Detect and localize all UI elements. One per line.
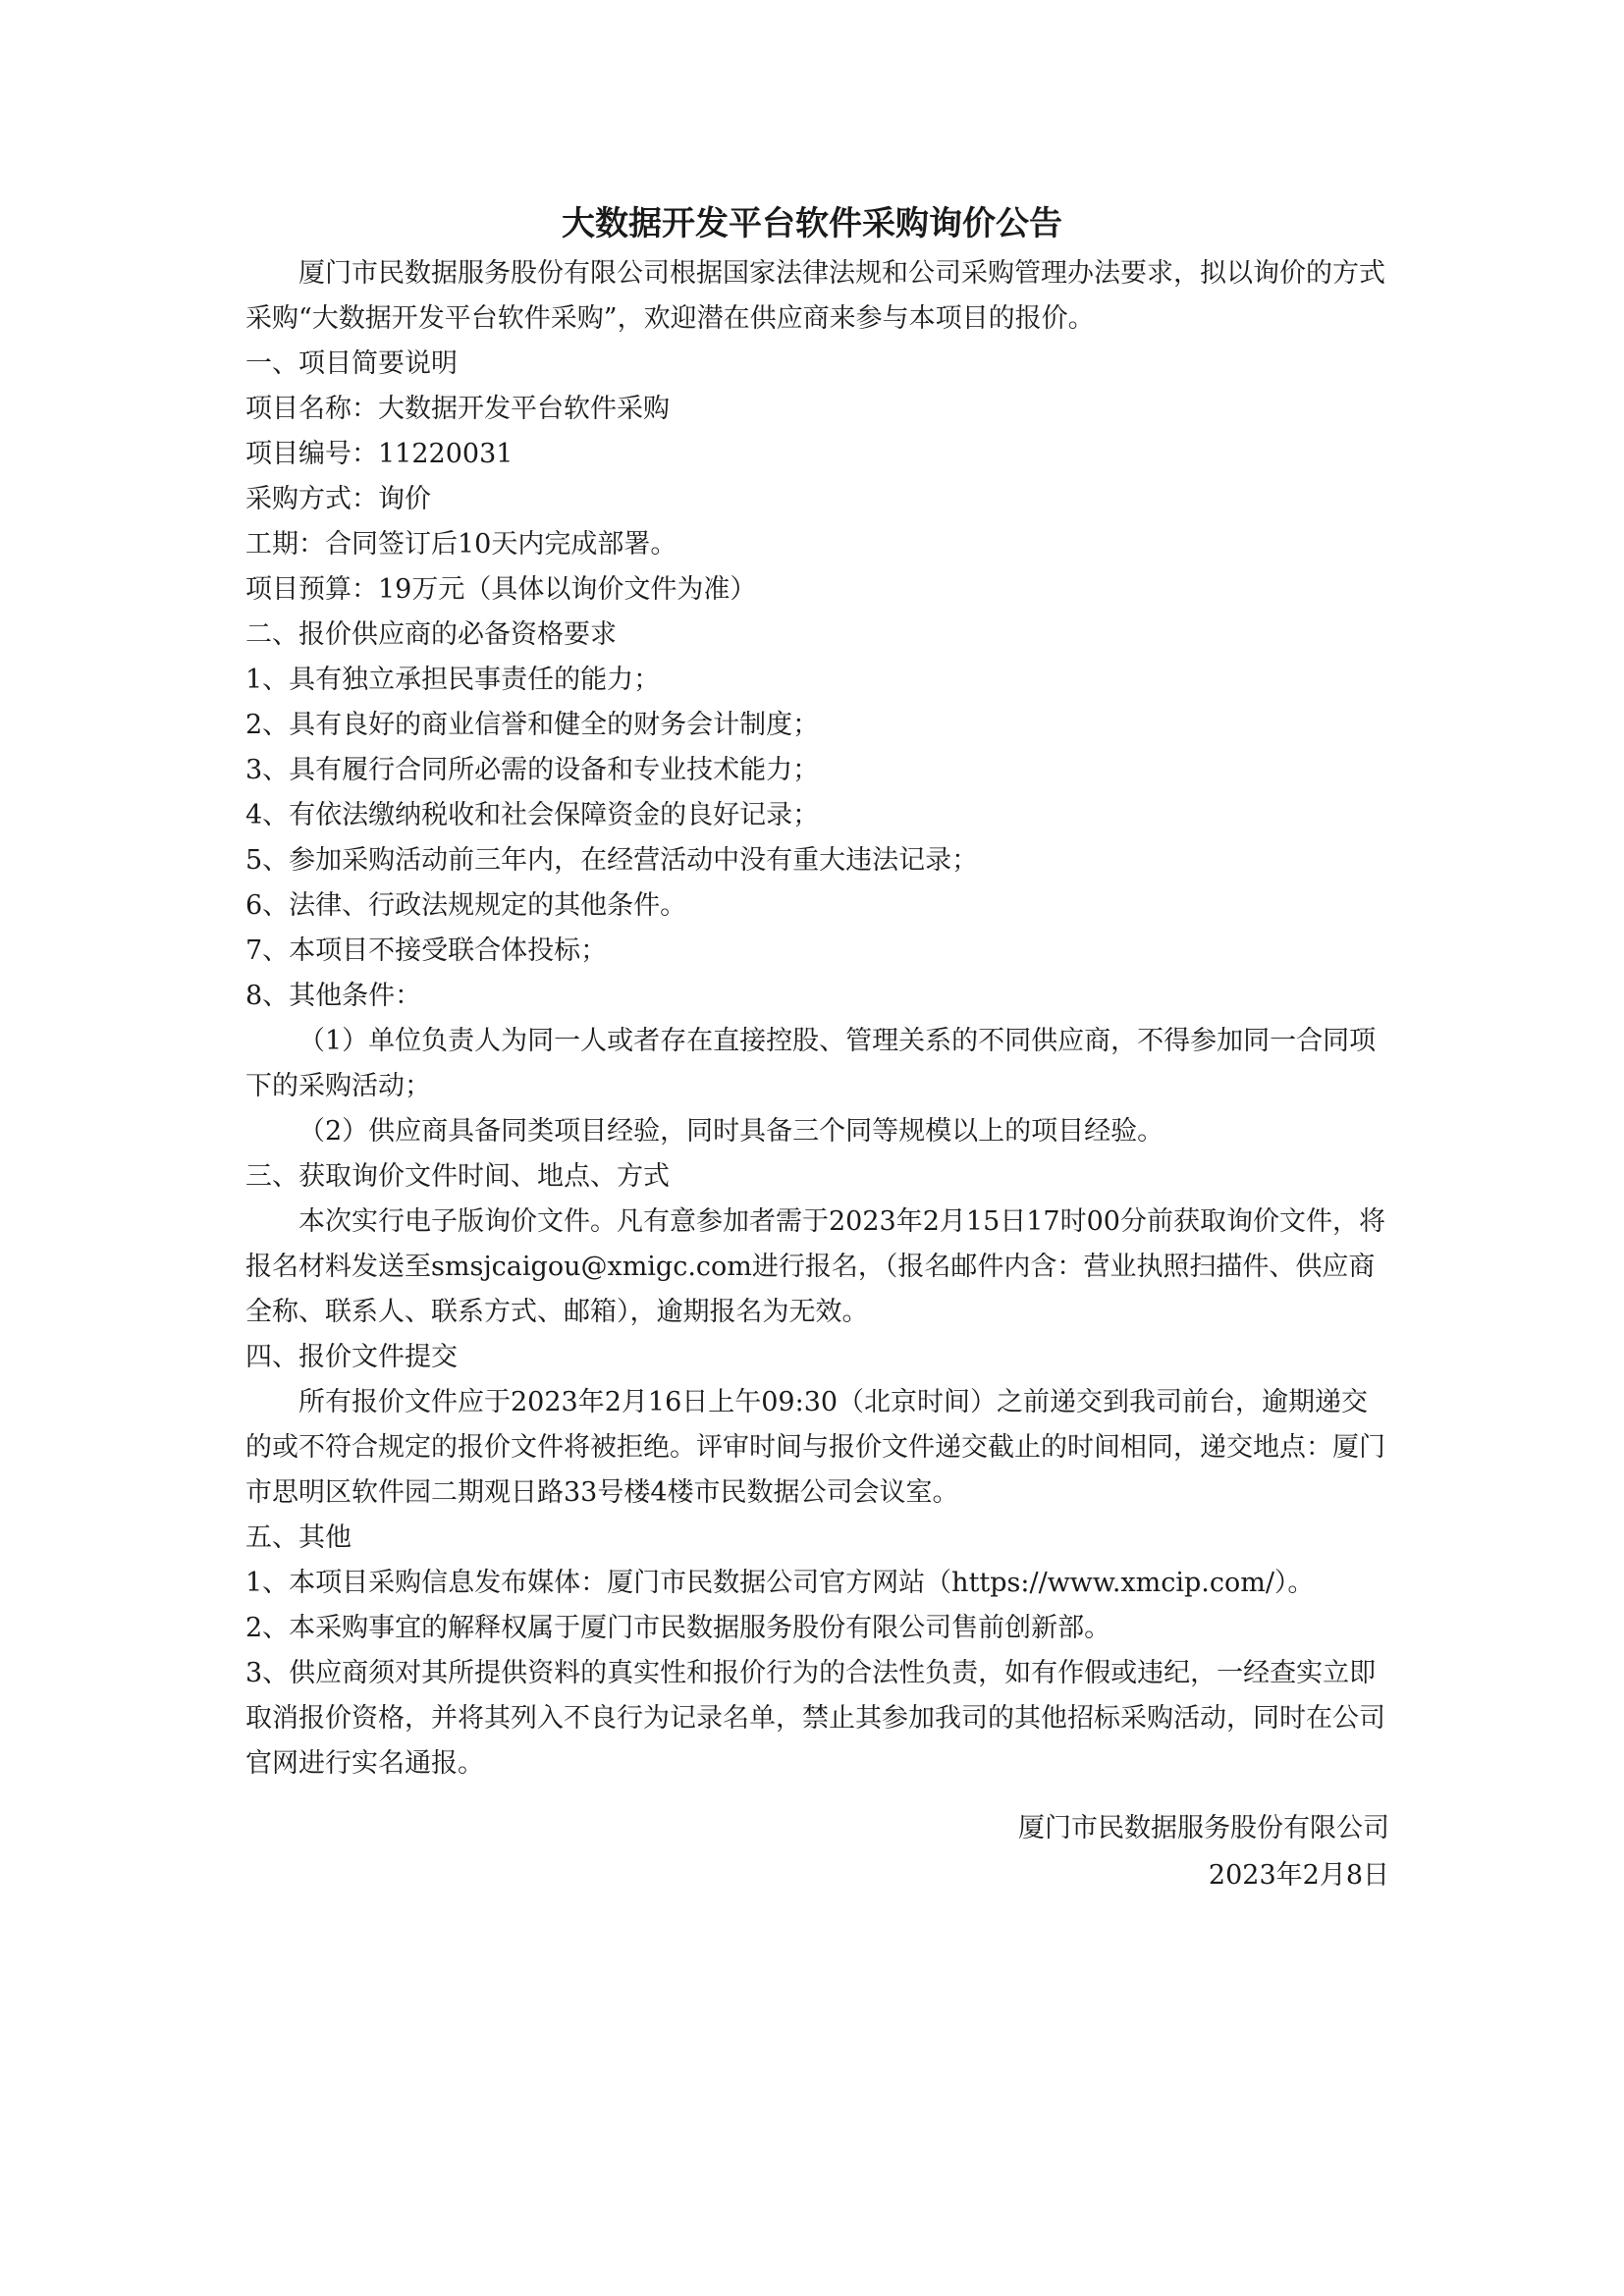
section-heading-2: 二、报价供应商的必备资格要求	[245, 619, 617, 650]
requirement-subitem: （2）供应商具备同类项目经验，同时具备三个同等规模以上的项目经验。	[298, 1116, 1164, 1147]
project-name: 项目名称：大数据开发平台软件采购	[245, 394, 670, 424]
requirement-item: 4、有依法缴纳税收和社会保障资金的良好记录；	[245, 800, 820, 830]
other-item: 1、本项目采购信息发布媒体：厦门市民数据公司官方网站（https://www.xmcip.com/）。	[245, 1568, 1315, 1598]
other-item: 2、本采购事宜的解释权属于厦门市民数据服务股份有限公司售前创新部。	[245, 1613, 1111, 1643]
signature-company: 厦门市民数据服务股份有限公司	[1018, 1813, 1389, 1843]
document-title: 大数据开发平台软件采购询价公告	[562, 204, 1062, 243]
project-number: 项目编号：11220031	[245, 439, 514, 469]
requirement-item: 5、参加采购活动前三年内，在经营活动中没有重大违法记录；	[245, 845, 979, 876]
requirement-item: 1、具有独立承担民事责任的能力；	[245, 665, 661, 695]
section-heading-5: 五、其他	[245, 1522, 352, 1553]
requirement-item: 2、具有良好的商业信誉和健全的财务会计制度；	[245, 710, 820, 740]
document-body	[245, 251, 1389, 1787]
signature-date: 2023年2月8日	[1208, 1860, 1389, 1891]
requirement-subitem: （1）单位负责人为同一人或者存在直接控股、管理关系的不同供应商，不得参加同一合同项下的采购活动；	[245, 1026, 1377, 1101]
section-heading-1: 一、项目简要说明	[245, 348, 458, 379]
project-budget: 项目预算：19万元（具体以询价文件为准）	[245, 574, 757, 605]
other-item: 3、供应商须对其所提供资料的真实性和报价行为的合法性负责，如有作假或违纪，一经查实立即取消报价资格，并将其列入不良行为记录名单，禁止其参加我司的其他招标采购活动，同时在公司官网进行实名通报。	[245, 1658, 1385, 1779]
requirement-item: 8、其他条件：	[245, 981, 422, 1011]
acquisition-paragraph: 本次实行电子版询价文件。凡有意参加者需于2023年2月15日17时00分前获取询价文件，将报名材料发送至smsjcaigou@xmigc.com进行报名，（报名邮件内含：营业执照扫描件、供应商全称、联系人、联系方式、邮箱），逾期报名为无效。	[245, 1206, 1385, 1327]
construction-period: 工期：合同签订后10天内完成部署。	[245, 529, 677, 560]
submission-paragraph: 所有报价文件应于2023年2月16日上午09:30（北京时间）之前递交到我司前台，逾期递交的或不符合规定的报价文件将被拒绝。评审时间与报价文件递交截止的时间相同，递交地点：厦门市思明区软件园二期观日路33号楼4楼市民数据公司会议室。	[245, 1387, 1385, 1508]
requirement-item: 7、本项目不接受联合体投标；	[245, 935, 608, 966]
intro-paragraph: 厦门市民数据服务股份有限公司根据国家法律法规和公司采购管理办法要求，拟以询价的方式采购“大数据开发平台软件采购”，欢迎潜在供应商来参与本项目的报价。	[245, 258, 1385, 334]
requirement-item: 3、具有履行合同所必需的设备和专业技术能力；	[245, 755, 820, 785]
signature-block	[1018, 1805, 1389, 1899]
section-heading-3: 三、获取询价文件时间、地点、方式	[245, 1161, 670, 1192]
requirement-item: 6、法律、行政法规规定的其他条件。	[245, 890, 687, 921]
procurement-method: 采购方式：询价	[245, 484, 431, 514]
section-heading-4: 四、报价文件提交	[245, 1342, 458, 1372]
